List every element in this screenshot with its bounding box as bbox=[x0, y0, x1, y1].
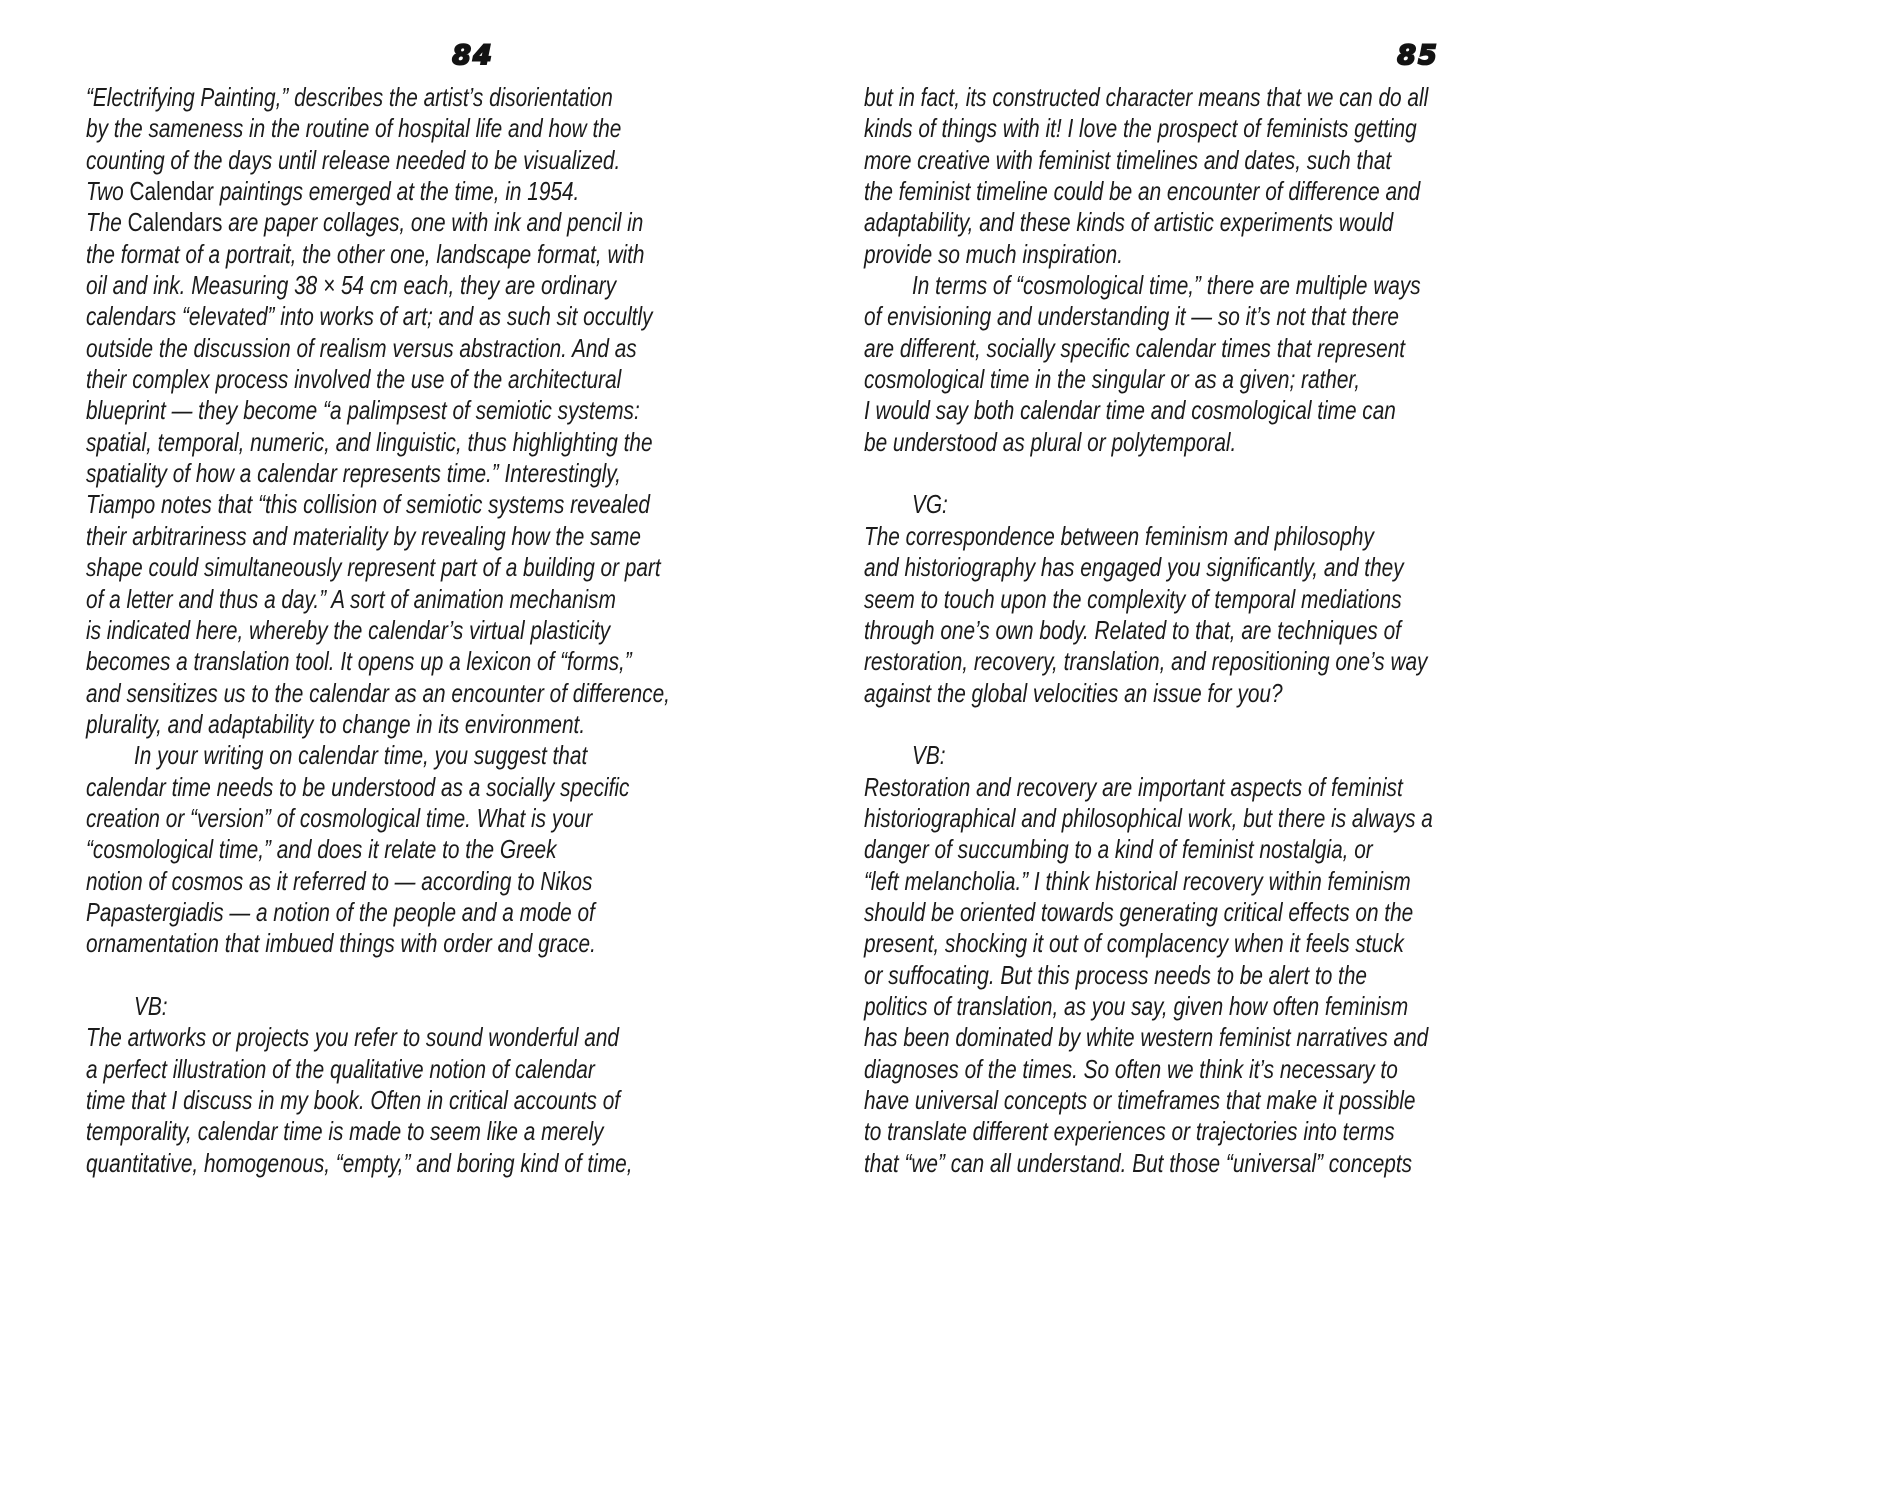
text-line: oil and ink. Measuring 38 × 54 cm each, they are ordinary bbox=[86, 270, 617, 301]
text-line: restoration, recovery, translation, and repositioning one’s way bbox=[864, 646, 1428, 677]
text-line: and sensitizes us to the calendar as an encounter of difference, bbox=[86, 677, 670, 708]
italic-text-segment: paintings emerged at the time, in 1954. bbox=[213, 176, 580, 207]
text-line: ornamentation that imbued things with order and grace. bbox=[86, 928, 596, 959]
page-left-text bbox=[86, 82, 774, 1179]
text-line: be understood as plural or polytemporal. bbox=[864, 426, 1237, 457]
text-line: through one’s own body. Related to that, are techniques of bbox=[864, 614, 1401, 645]
text-line: quantitative, homogenous, “empty,” and boring kind of time, bbox=[86, 1147, 633, 1178]
text-line: calendar time needs to be understood as a socially specific bbox=[86, 771, 630, 802]
text-line: blueprint — they become “a palimpsest of semiotic systems: bbox=[86, 395, 640, 426]
page-right bbox=[864, 0, 1894, 1500]
text-line: their arbitrariness and materiality by revealing how the same bbox=[86, 520, 641, 551]
text-line: historiographical and philosophical work, but there is always a bbox=[864, 802, 1433, 833]
text-line: by the sameness in the routine of hospital life and how the bbox=[86, 113, 622, 144]
text-line: calendars “elevated” into works of art; and as such sit occultly bbox=[86, 301, 653, 332]
text-line: politics of translation, as you say, given how often feminism bbox=[864, 990, 1409, 1021]
text-line: have universal concepts or timeframes that make it possible bbox=[864, 1085, 1416, 1115]
text-line: the format of a portrait, the other one, landscape format, with bbox=[86, 238, 645, 269]
text-line: has been dominated by white western feminist narratives and bbox=[864, 1022, 1429, 1053]
italic-text-segment: are paper collages, one with ink and pencil in bbox=[222, 207, 644, 238]
text-line: creation or “version” of cosmological time. What is your bbox=[86, 802, 593, 833]
text-line: danger of succumbing to a kind of feminist nostalgia, or bbox=[864, 834, 1373, 865]
text-line bbox=[86, 207, 774, 238]
text-line: a perfect illustration of the qualitative notion of calendar bbox=[86, 1053, 595, 1084]
text-line: the feminist timeline could be an encounter of difference and bbox=[864, 176, 1421, 207]
text-line: Tiampo notes that “this collision of semiotic systems revealed bbox=[86, 489, 650, 520]
roman-text-segment: Calendar bbox=[129, 176, 214, 207]
text-line: outside the discussion of realism versus abstraction. And as bbox=[86, 332, 637, 363]
text-line: The artworks or projects you refer to sound wonderful and bbox=[86, 1022, 619, 1053]
page-right-text bbox=[864, 82, 1552, 1179]
text-line: are different, socially specific calendar times that represent bbox=[864, 332, 1406, 363]
text-line: diagnoses of the times. So often we think it’s necessary to bbox=[864, 1053, 1398, 1084]
text-line: Papastergiadis — a notion of the people and a mode of bbox=[86, 896, 595, 927]
text-line: “left melancholia.” I think historical recovery within feminism bbox=[864, 865, 1411, 896]
text-line: counting of the days until release needed to be visualized. bbox=[86, 144, 621, 175]
text-line: shape could simultaneously represent part of a building or part bbox=[86, 552, 661, 583]
text-line: and historiography has engaged you significantly, and they bbox=[864, 552, 1404, 583]
text-line: to translate different experiences or trajectories into terms bbox=[864, 1116, 1395, 1147]
text-line: notion of cosmos as it referred to — according to Nikos bbox=[86, 865, 593, 896]
text-line: is indicated here, whereby the calendar’s virtual plasticity bbox=[86, 614, 611, 645]
text-line: spatiality of how a calendar represents time.” Interestingly, bbox=[86, 458, 621, 489]
page-number-left: 84 bbox=[452, 40, 494, 71]
text-line: “cosmological time,” and does it relate to the Greek bbox=[86, 834, 557, 865]
page-number-right: 85 bbox=[1397, 40, 1439, 71]
text-line: kinds of things with it! I love the prospect of feminists getting bbox=[864, 113, 1417, 144]
text-line: “Electrifying Painting,” describes the artist’s disorientation bbox=[86, 82, 613, 112]
text-line: of a letter and thus a day.” A sort of animation mechanism bbox=[86, 583, 616, 614]
text-line: becomes a translation tool. It opens up a lexicon of “forms,” bbox=[86, 646, 632, 677]
text-line: should be oriented towards generating critical effects on the bbox=[864, 896, 1414, 927]
text-line bbox=[86, 176, 774, 207]
text-line: cosmological time in the singular or as a given; rather, bbox=[864, 364, 1360, 395]
text-line: present, shocking it out of complacency when it feels stuck bbox=[864, 928, 1404, 959]
text-line bbox=[864, 709, 1552, 740]
text-line: I would say both calendar time and cosmological time can bbox=[864, 395, 1396, 426]
text-line bbox=[86, 960, 774, 991]
text-line: that “we” can all understand. But those “universal” concepts bbox=[864, 1147, 1413, 1178]
text-line: provide so much inspiration. bbox=[864, 238, 1123, 269]
text-line: temporality, calendar time is made to seem like a merely bbox=[86, 1116, 604, 1147]
text-line: time that I discuss in my book. Often in critical accounts of bbox=[86, 1085, 621, 1115]
text-line: spatial, temporal, numeric, and linguistic, thus highlighting the bbox=[86, 426, 653, 457]
text-line: their complex process involved the use of the architectural bbox=[86, 364, 622, 395]
text-line: VB: bbox=[912, 740, 946, 771]
text-line: against the global velocities an issue for you? bbox=[864, 677, 1283, 708]
text-line: plurality, and adaptability to change in its environment. bbox=[86, 708, 586, 739]
italic-text-segment: The bbox=[86, 207, 128, 238]
text-line: In your writing on calendar time, you suggest that bbox=[134, 740, 588, 771]
text-line: The correspondence between feminism and philosophy bbox=[864, 520, 1374, 551]
text-line: of envisioning and understanding it — so it’s not that there bbox=[864, 301, 1399, 332]
text-line: VG: bbox=[912, 489, 948, 520]
text-line: seem to touch upon the complexity of temporal mediations bbox=[864, 583, 1402, 614]
text-line: In terms of “cosmological time,” there are multiple ways bbox=[912, 270, 1421, 301]
italic-text-segment: Two bbox=[86, 176, 130, 207]
text-line: VB: bbox=[134, 990, 168, 1021]
text-line: or suffocating. But this process needs to be alert to the bbox=[864, 959, 1367, 990]
text-line: Restoration and recovery are important aspects of feminist bbox=[864, 771, 1403, 802]
roman-text-segment: Calendars bbox=[127, 207, 223, 238]
text-line: but in fact, its constructed character means that we can do all bbox=[864, 82, 1429, 112]
text-line: more creative with feminist timelines and dates, such that bbox=[864, 144, 1392, 175]
text-line: adaptability, and these kinds of artistic experiments would bbox=[864, 207, 1394, 238]
text-line bbox=[864, 458, 1552, 489]
